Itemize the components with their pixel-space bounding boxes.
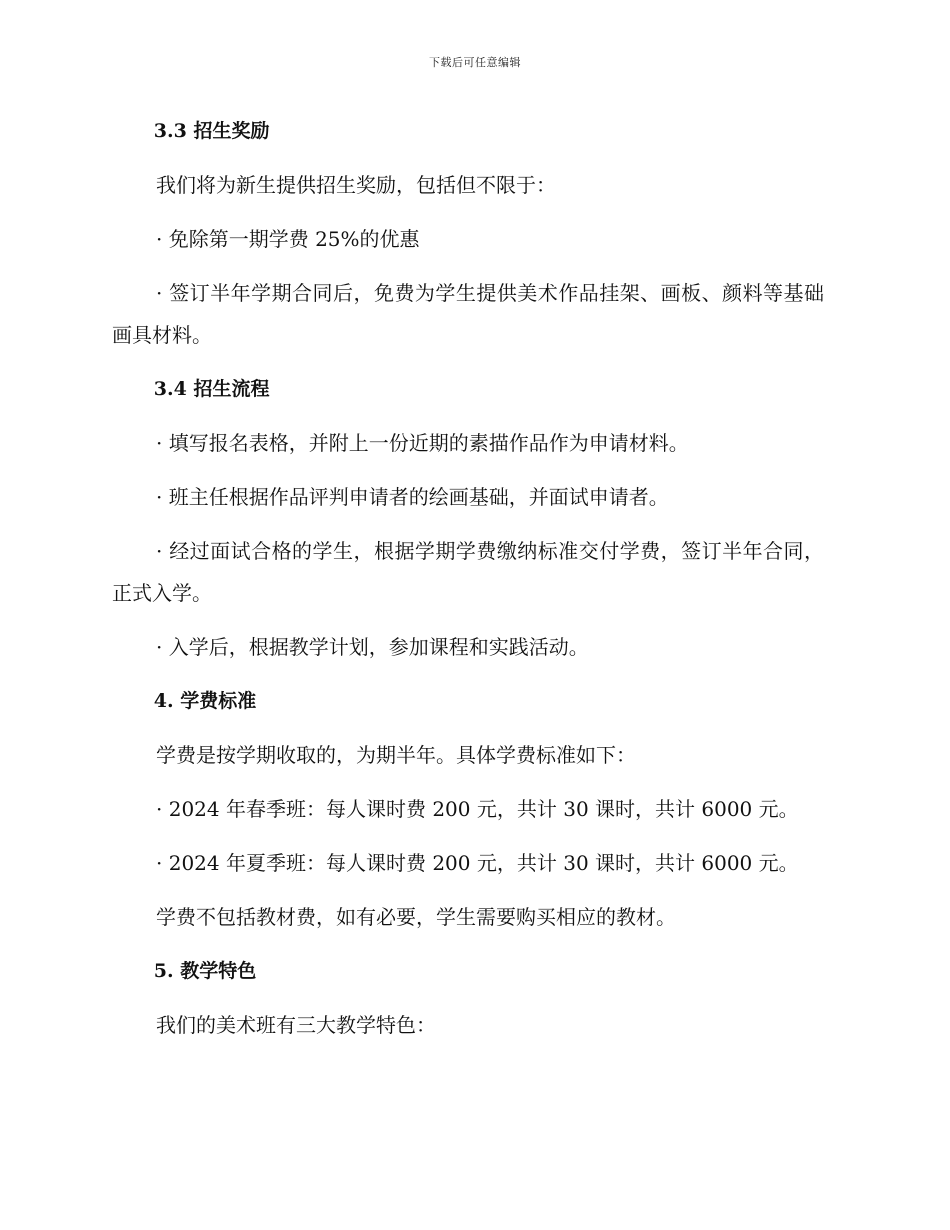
bullet-item: · 免除第一期学费 25%的优惠 [156, 227, 420, 251]
section-heading: 5. 教学特色 [153, 960, 257, 982]
bullet-item: · 填写报名表格，并附上一份近期的素描作品作为申请材料。 [156, 431, 689, 455]
document-body [112, 110, 824, 1058]
section-heading: 3.4 招生流程 [153, 378, 270, 400]
bullet-item: · 2024 年春季班：每人课时费 200 元，共计 30 课时，共计 6000 元。 [156, 797, 799, 821]
section-heading: 3.3 招生奖励 [153, 120, 270, 142]
bullet-item: · 班主任根据作品评判申请者的绘画基础，并面试申请者。 [156, 485, 669, 509]
bullet-item: · 签订半年学期合同后，免费为学生提供美术作品挂架、画板、颜料等基础画具材料。 [112, 281, 824, 347]
bullet-item: · 入学后，根据教学计划，参加课程和实践活动。 [156, 635, 589, 659]
paragraph: 学费是按学期收取的，为期半年。具体学费标准如下： [156, 743, 636, 767]
section-heading: 4. 学费标准 [153, 690, 257, 712]
page-header: 下载后可任意编辑 [429, 56, 521, 69]
bullet-item: · 经过面试合格的学生，根据学期学费缴纳标准交付学费，签订半年合同，正式入学。 [112, 539, 824, 605]
paragraph: 我们将为新生提供招生奖励，包括但不限于： [156, 173, 556, 197]
paragraph: 我们的美术班有三大教学特色： [156, 1013, 436, 1037]
bullet-item: · 2024 年夏季班：每人课时费 200 元，共计 30 课时，共计 6000 元。 [156, 851, 799, 875]
paragraph: 学费不包括教材费，如有必要，学生需要购买相应的教材。 [156, 905, 676, 929]
